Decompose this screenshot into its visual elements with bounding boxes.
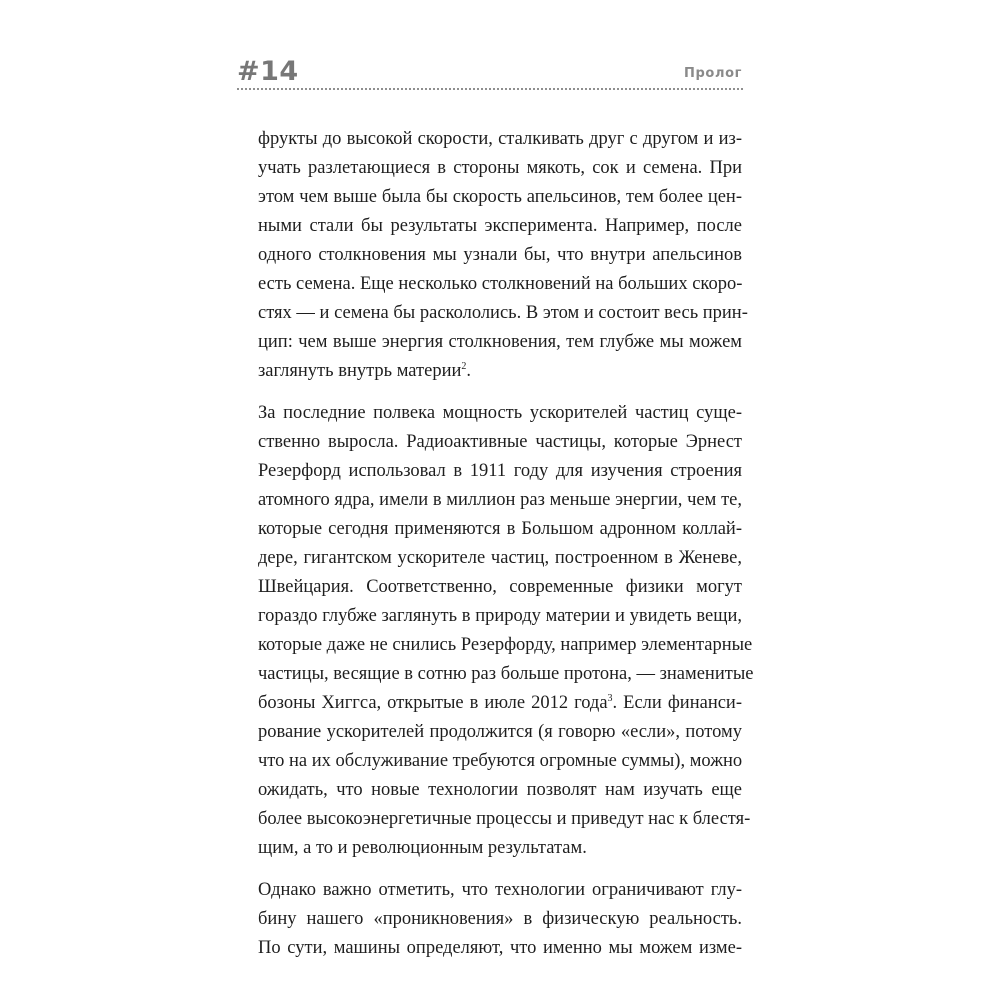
text-line: щим, а то и революционным результатам. — [258, 838, 587, 858]
text-line: Швейцария. Соответственно, современные физики могут — [258, 577, 742, 597]
text-line: этом чем выше была бы скорость апельсинов, тем более цен- — [258, 187, 742, 207]
text-line: атомного ядра, имели в миллион раз меньше энергии, чем те, — [258, 490, 742, 510]
text-segment: . Если финанси- — [612, 693, 742, 713]
text-line: есть семена. Еще несколько столкновений на больших скоро- — [258, 274, 743, 294]
text-line: Однако важно отметить, что технологии ограничивают глу- — [258, 880, 742, 900]
text-segment: . — [466, 361, 471, 381]
text-line: фрукты до высокой скорости, сталкивать друг с другом и из- — [258, 129, 742, 149]
page-number: #14 — [237, 56, 299, 87]
running-head-chapter: Пролог — [684, 66, 742, 81]
text-line: дере, гигантском ускорителе частиц, построенном в Женеве, — [258, 548, 742, 568]
text-line: За последние полвека мощность ускорителей частиц суще- — [258, 403, 742, 423]
text-segment: заглянуть внутрь материи — [258, 361, 462, 381]
header-dotted-rule — [237, 88, 743, 90]
text-line: ожидать, что новые технологии позволят нам изучать еще — [258, 780, 742, 800]
text-line: Резерфорд использовал в 1911 году для изучения строения — [258, 461, 742, 481]
text-line: гораздо глубже заглянуть в природу материи и увидеть вещи, — [258, 606, 742, 626]
text-line — [258, 689, 742, 718]
text-line: частицы, весящие в сотню раз больше протона, — знаменитые — [258, 664, 754, 684]
text-line: которые даже не снились Резерфорду, например элементарные — [258, 635, 753, 655]
paragraph-2 — [258, 399, 754, 863]
text-line: более высокоэнергетичные процессы и приведут нас к блестя- — [258, 809, 751, 829]
text-line: учать разлетающиеся в стороны мякоть, сок и семена. При — [258, 158, 742, 178]
text-line: что на их обслуживание требуются огромные суммы), можно — [258, 751, 743, 771]
text-line — [258, 357, 742, 386]
text-line: цип: чем выше энергия столкновения, тем глубже мы можем — [258, 332, 742, 352]
paragraph-1 — [258, 125, 748, 386]
text-line: одного столкновения мы узнали бы, что внутри апельсинов — [258, 245, 742, 265]
text-segment: бозоны Хиггса, открытые в июле 2012 года — [258, 693, 608, 713]
footnote-marker: 2 — [461, 361, 467, 372]
paragraph-3 — [258, 876, 742, 963]
text-line: стях — и семена бы раскололись. В этом и состоит весь прин- — [258, 303, 748, 323]
body-text — [258, 125, 754, 976]
footnote-marker: 3 — [607, 693, 613, 704]
text-line: По сути, машины определяют, что именно мы можем изме- — [258, 938, 742, 958]
text-line: ственно выросла. Радиоактивные частицы, которые Эрнест — [258, 432, 742, 452]
text-line: бину нашего «проникновения» в физическую реальность. — [258, 909, 742, 929]
text-line: рование ускорителей продолжится (я говорю «если», потому — [258, 722, 742, 742]
text-line: которые сегодня применяются в Большом адронном коллай- — [258, 519, 742, 539]
text-line: ными стали бы результаты эксперимента. Например, после — [258, 216, 742, 236]
